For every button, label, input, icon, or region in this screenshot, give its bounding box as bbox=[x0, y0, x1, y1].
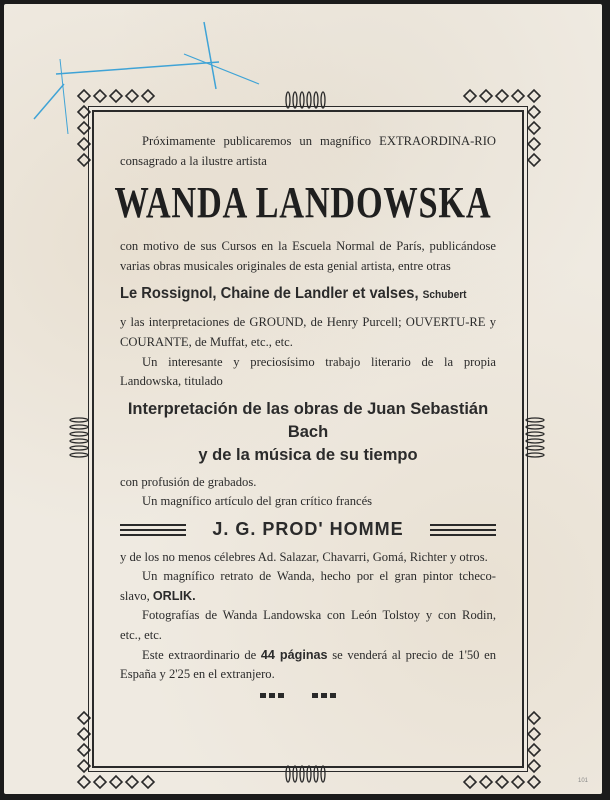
painter-name: ORLIK. bbox=[152, 588, 196, 603]
border-ornament-icon bbox=[524, 416, 546, 460]
price-text-a: Este extraordinario de bbox=[142, 647, 257, 662]
border-ornament-icon bbox=[284, 764, 328, 784]
works-list bbox=[120, 282, 466, 307]
literary-work-text: Un interesante y preciosísimo trabajo literario de la propia Landowska, titulado bbox=[120, 354, 496, 389]
bach-heading-line-1: Interpretación de las obras de Juan Sebastián Bach bbox=[127, 399, 489, 441]
contributors-text: y de los no menos célebres Ad. Salazar, Chavarri, Gomá, Richter y otros. bbox=[120, 549, 488, 564]
page-count: 44 páginas bbox=[260, 647, 328, 662]
works-titles: Le Rossignol, Chaine de Landler et valses, bbox=[120, 285, 419, 303]
poster-sheet bbox=[4, 4, 602, 794]
double-rule-left bbox=[120, 524, 186, 536]
poster-content bbox=[114, 132, 496, 698]
square-marks-icon bbox=[312, 693, 336, 698]
interpretations-text: y las interpretaciones de GROUND, de Henry Purcell; OUVERTU-RE y COURANTE, de Muffat, etc., etc. bbox=[120, 315, 496, 349]
border-ornament-icon bbox=[68, 416, 90, 460]
corner-ornament-icon bbox=[70, 690, 170, 790]
works-composer: Schubert bbox=[422, 289, 467, 302]
article-text: Un magnífico artículo del gran crítico francés bbox=[142, 494, 373, 509]
intro-text: Próximamente publicaremos un magnífico EXTRAORDINA-RIO consagrado a la ilustre artista bbox=[120, 134, 496, 168]
portrait-text-body: Un magnífico retrato de Wanda, hecho por el gran pintor tcheco-slavo, bbox=[120, 569, 496, 603]
archive-number: 101 bbox=[577, 778, 588, 784]
page-title: WANDA LANDOWSKA bbox=[114, 178, 492, 228]
photos-text: Fotografías de Wanda Landowska con León Tolstoy y con Rodin, etc., etc. bbox=[120, 608, 496, 642]
price-text-b: se venderá al precio de 1'50 en España y 2'25 en el extranjero. bbox=[120, 647, 496, 682]
corner-ornament-icon bbox=[448, 690, 548, 790]
price-text bbox=[120, 646, 496, 685]
portrait-text bbox=[120, 567, 496, 606]
bach-heading-line-2: y de la música de su tiempo bbox=[198, 445, 418, 464]
double-rule-right bbox=[430, 524, 496, 536]
square-marks-icon bbox=[260, 693, 284, 698]
border-ornament-icon bbox=[284, 90, 328, 110]
author-name: J. G. PROD' HOMME bbox=[212, 518, 404, 539]
author-heading-row bbox=[120, 520, 496, 540]
engravings-text: con profusión de grabados. bbox=[120, 474, 257, 489]
courses-text: con motivo de sus Cursos en la Escuela Normal de París, publicándose varias obras musicales originales de esta genial artista, entre otras bbox=[120, 239, 496, 273]
end-ornament bbox=[120, 693, 496, 698]
bach-heading bbox=[120, 398, 496, 467]
